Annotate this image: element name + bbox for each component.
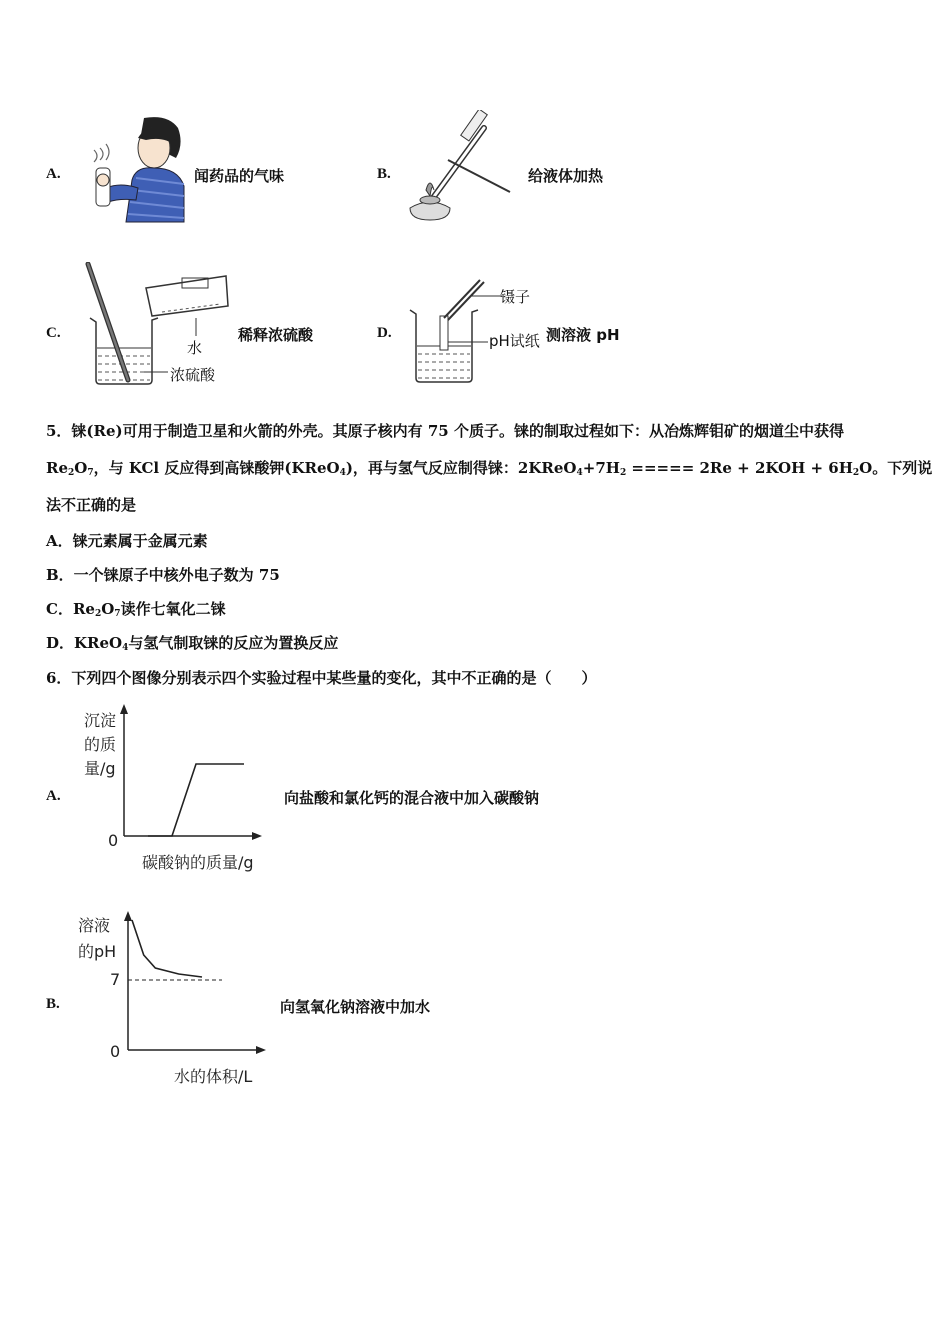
chart-b-y-arrow [124,911,132,921]
q4-option-a-caption: 闻药品的气味 [194,167,285,185]
chart-b-ylabel-2: 的pH [78,942,117,961]
q5-stem-line-2: $Re_2O_7$，与 KCl 反应得到高铼酸钾(KReO$_4$)，再与氢气反应制得铼：$2KReO_4+7H_2$ ===== $2Re + 2KOH + 6H_2O$。下列说 [46,459,933,478]
chart-a-origin: 0 [108,831,119,850]
tweezers-label: 镊子 [500,288,531,306]
chart-a [70,700,290,880]
q5-stem-line-3: 法不正确的是 [46,496,137,514]
ph-paper-label: pH试纸 [489,332,540,350]
conc-acid-label: 浓硫酸 [170,366,216,384]
q5-option-d: D．KReO$_4$与氢气制取铼的反应为置换反应 [46,634,339,653]
q5-option-c: C．$Re_2O_7$读作七氧化二铼 [46,600,226,619]
q4-option-c-letter: C. [46,325,61,341]
q4-option-b-letter: B. [377,166,391,182]
chart-b-ref-label: 7 [110,970,121,989]
q4-option-a-letter: A. [46,166,61,182]
q6-chart-b-letter: B. [46,996,60,1012]
chart-a-ylabel-3: 量/g [84,759,116,778]
chart-b-series-line [132,920,202,977]
q6-chart-a-letter: A. [46,788,61,804]
chart-a-x-arrow [252,832,262,840]
q6-chart-b-caption: 向氢氧化钠溶液中加水 [280,998,431,1016]
chart-a-xlabel: 碳酸钠的质量/g [142,853,254,872]
chart-a-series-line [148,764,244,836]
chart-b-ylabel-1: 溶液 [78,916,111,935]
chart-b-origin: 0 [110,1042,121,1061]
sniffing-person-illustration [86,110,190,225]
chart-a-ylabel-1: 沉淀 [84,711,117,730]
q6-chart-a-caption: 向盐酸和氯化钙的混合液中加入碳酸钠 [284,789,540,807]
chart-b-xlabel: 水的体积/L [174,1067,253,1086]
q5-stem-line-1: 5．铼(Re)可用于制造卫星和火箭的外壳。其原子核内有 75 个质子。铼的制取过程如下：从冶炼辉钼矿的烟道尘中获得 [46,422,844,440]
q4-option-b-caption: 给液体加热 [528,167,604,185]
q5-option-a: A．铼元素属于金属元素 [46,532,208,550]
q4-option-d-letter: D. [377,325,392,341]
water-label: 水 [187,339,203,357]
q4-option-c-caption: 稀释浓硫酸 [238,326,314,344]
chart-a-y-arrow [120,704,128,714]
heating-liquid-illustration [400,110,526,222]
q5-option-b: B．一个铼原子中核外电子数为 75 [46,566,280,584]
q6-stem: 6．下列四个图像分别表示四个实验过程中某些量的变化，其中不正确的是（ ） [46,669,597,687]
chart-a-ylabel-2: 的质 [84,735,117,754]
q4-option-d-caption: 测溶液 pH [546,326,620,344]
chart-b-x-arrow [256,1046,266,1054]
chart-b [70,905,290,1090]
